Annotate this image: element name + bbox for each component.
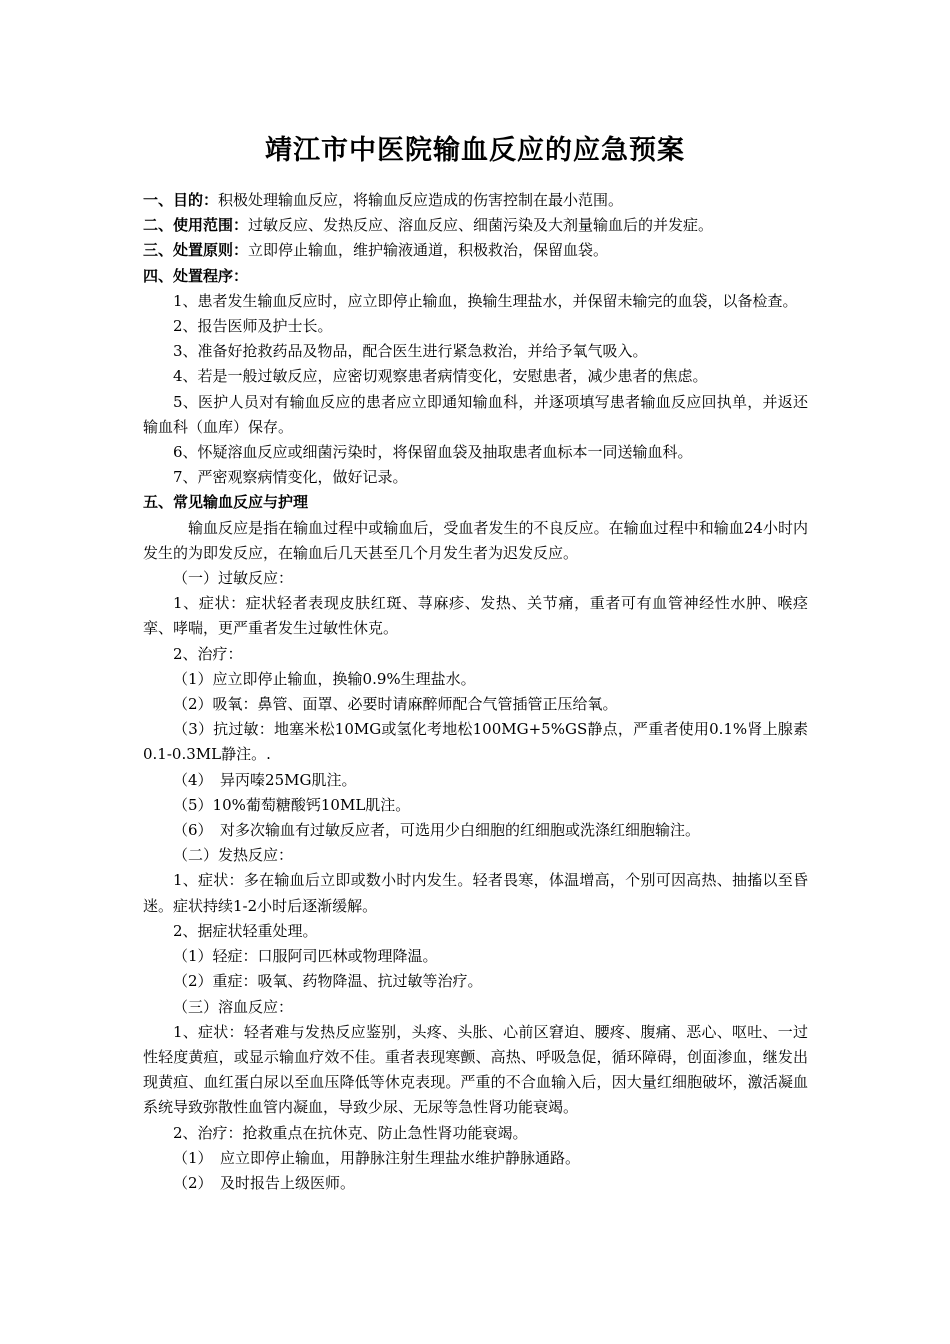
paragraph — [143, 667, 808, 692]
paragraph — [143, 1020, 808, 1121]
paragraph-text: （3）抗过敏：地塞米松10MG或氢化考地松100MG+5%GS静点，严重者使用0.1%肾上腺素0.1-0.3ML静注。. — [143, 720, 808, 764]
paragraph — [143, 440, 808, 465]
paragraph — [143, 944, 808, 969]
paragraph — [143, 188, 808, 213]
paragraph — [143, 843, 808, 868]
paragraph-text: （1）轻症：口服阿司匹林或物理降温。 — [173, 947, 438, 966]
section-heading: 二、使用范围： — [143, 216, 249, 235]
paragraph — [143, 793, 808, 818]
paragraph — [143, 339, 808, 364]
paragraph — [143, 465, 808, 490]
paragraph-text: 1、症状：症状轻者表现皮肤红斑、荨麻疹、发热、关节痛，重者可有血管神经性水肿、喉痉挛、哮喘，更严重者发生过敏性休克。 — [143, 594, 808, 638]
paragraph-text: 输血反应是指在输血过程中或输血后，受血者发生的不良反应。在输血过程中和输血24小时内发生的为即发反应，在输血后几天甚至几个月发生者为迟发反应。 — [143, 518, 808, 562]
paragraph-text: 2、治疗：抢救重点在抗休克、防止急性肾功能衰竭。 — [173, 1123, 528, 1142]
paragraph-text: 1、症状：轻者难与发热反应鉴别，头疼、头胀、心前区窘迫、腰疼、腹痛、恶心、呕吐、一过性轻度黄疸，或显示输血疗效不佳。重者表现寒颤、高热、呼吸急促，循环障碍，创面渗血，继发出现黄疸、血红蛋白尿以至血压降低等休克表现。严重的不合血输入后，因大量红细胞破坏，激活凝血系统导致弥散性血管内凝血，导致少尿、无尿等急性肾功能衰竭。 — [143, 1022, 808, 1117]
paragraph — [143, 717, 808, 767]
paragraph — [143, 364, 808, 389]
paragraph — [143, 314, 808, 339]
paragraph — [143, 264, 808, 289]
paragraph — [143, 238, 808, 263]
paragraph-text: 3、准备好抢救药品及物品，配合医生进行紧急救治，并给予氧气吸入。 — [173, 342, 648, 361]
paragraph — [143, 692, 808, 717]
paragraph — [143, 868, 808, 918]
paragraph-text: （4） 异丙嗪25MG肌注。 — [173, 770, 357, 789]
paragraph — [143, 390, 808, 440]
paragraph-text: （一）过敏反应： — [173, 569, 294, 588]
paragraph-text: 2、据症状轻重处理。 — [173, 921, 318, 940]
paragraph-text: 4、若是一般过敏反应，应密切观察患者病情变化，安慰患者，减少患者的焦虑。 — [173, 367, 708, 386]
paragraph — [143, 591, 808, 641]
paragraph — [143, 566, 808, 591]
paragraph-text: 1、患者发生输血反应时，应立即停止输血，换输生理盐水，并保留未输完的血袋，以备检查。 — [173, 291, 798, 310]
paragraph — [143, 1121, 808, 1146]
paragraph — [143, 213, 808, 238]
paragraph-text: （二）发热反应： — [173, 846, 294, 865]
paragraph — [143, 818, 808, 843]
paragraph-text: （2） 及时报告上级医师。 — [173, 1173, 356, 1192]
paragraph-text: 立即停止输血，维护输液通道，积极救治，保留血袋。 — [248, 241, 609, 260]
section-heading: 三、处置原则： — [143, 241, 249, 260]
paragraph — [143, 490, 808, 515]
paragraph-text: （1） 应立即停止输血，用静脉注射生理盐水维护静脉通路。 — [173, 1148, 581, 1167]
section-heading: 一、目的： — [143, 191, 219, 209]
paragraph — [143, 768, 808, 793]
paragraph-text: 6、怀疑溶血反应或细菌污染时，将保留血袋及抽取患者血标本一同送输血科。 — [173, 443, 693, 462]
document-body — [143, 188, 808, 1196]
paragraph-text: 5、医护人员对有输血反应的患者应立即通知输血科，并逐项填写患者输血反应回执单，并返还输血科（血库）保存。 — [143, 392, 808, 436]
paragraph-text: 过敏反应、发热反应、溶血反应、细菌污染及大剂量输血后的并发症。 — [248, 216, 714, 235]
section-heading: 四、处置程序： — [143, 266, 249, 285]
paragraph-text: 2、治疗： — [173, 644, 243, 663]
paragraph-text: （5）10%葡萄糖酸钙10ML肌注。 — [173, 795, 411, 814]
paragraph-text: （1）应立即停止输血，换输0.9%生理盐水。 — [173, 669, 476, 688]
paragraph-text: 1、症状：多在输血后立即或数小时内发生。轻者畏寒，体温增高，个别可因高热、抽搐以至昏迷。症状持续1-2小时后逐渐缓解。 — [143, 871, 808, 915]
paragraph — [143, 1171, 808, 1196]
paragraph — [143, 1146, 808, 1171]
paragraph-text: 积极处理输血反应，将输血反应造成的伤害控制在最小范围。 — [218, 191, 624, 209]
section-heading: 五、常见输血反应与护理 — [143, 493, 309, 512]
paragraph — [143, 995, 808, 1020]
paragraph — [143, 516, 808, 566]
paragraph-text: 2、报告医师及护士长。 — [173, 317, 333, 336]
paragraph — [143, 969, 808, 994]
paragraph — [143, 642, 808, 667]
document-title: 靖江市中医院输血反应的应急预案 — [265, 135, 685, 166]
paragraph — [143, 919, 808, 944]
paragraph-text: （2）吸氧：鼻管、面罩、必要时请麻醉师配合气管插管正压给氧。 — [173, 695, 618, 714]
paragraph — [143, 289, 808, 314]
paragraph-text: （三）溶血反应： — [173, 997, 294, 1016]
paragraph-text: （2）重症：吸氧、药物降温、抗过敏等治疗。 — [173, 972, 483, 991]
paragraph-text: （6） 对多次输血有过敏反应者，可选用少白细胞的红细胞或洗涤红细胞输注。 — [173, 821, 701, 840]
paragraph-text: 7、严密观察病情变化，做好记录。 — [173, 468, 408, 487]
